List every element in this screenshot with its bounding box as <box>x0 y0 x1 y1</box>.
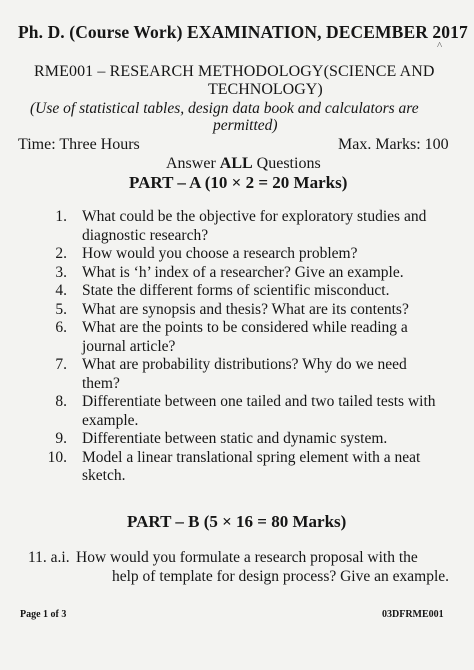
question-text-line-2: journal article? <box>82 337 176 355</box>
instruction-line-1: (Use of statistical tables, design data book and calculators are <box>30 100 419 117</box>
question-text-line-2: diagnostic research? <box>82 226 209 244</box>
question-number: 5. <box>55 300 67 318</box>
instruction-line-2: permitted) <box>213 117 278 134</box>
question-number: 2. <box>55 245 67 262</box>
question-text-line-1: What is ‘h’ index of a researcher? Give an example. <box>82 263 404 281</box>
question-text <box>82 264 458 283</box>
question-number: 7. <box>55 356 67 373</box>
question-text-line-1: State the different forms of scientific misconduct. <box>82 282 390 299</box>
question-item <box>0 208 474 245</box>
question-text-line-1: What are synopsis and thesis? What are its contents? <box>82 300 409 318</box>
question-item <box>0 282 474 301</box>
handwritten-caret-mark: ^ <box>437 40 443 52</box>
question-number: 3. <box>55 263 67 281</box>
question-text-line-2: example. <box>82 411 139 429</box>
question-number: 6. <box>55 319 67 336</box>
answer-all-bold: ALL <box>219 155 253 172</box>
course-title-line-1: RME001 – RESEARCH METHODOLOGY(SCIENCE AND <box>34 63 435 80</box>
question-item <box>0 356 474 393</box>
question-number: 10. <box>47 448 67 466</box>
question-text <box>82 208 458 245</box>
question-text-line-2: sketch. <box>82 467 126 484</box>
page-number: Page 1 of 3 <box>20 609 67 620</box>
question-text-line-1: What are probability distributions? Why do we need <box>82 356 407 373</box>
part-a-question-list <box>0 208 474 486</box>
question-text-line-1: What are the points to be considered while reading a <box>82 319 408 336</box>
question-text-line-2: help of template for design process? Give an example. <box>112 568 450 585</box>
question-item <box>0 449 474 486</box>
question-item <box>0 393 474 430</box>
question-number: 1. <box>55 208 67 225</box>
max-marks: Max. Marks: 100 <box>338 136 449 153</box>
question-text <box>82 301 458 320</box>
question-item <box>0 319 474 356</box>
question-text-line-1: Differentiate between static and dynamic system. <box>82 430 388 447</box>
exam-title: Ph. D. (Course Work) EXAMINATION, DECEMBER 2017 <box>18 22 468 42</box>
question-text-line-2: them? <box>82 374 120 392</box>
answer-suffix: Questions <box>252 155 321 172</box>
question-text-line-1: Differentiate between one tailed and two tailed tests with <box>82 393 436 410</box>
question-number: 4. <box>55 282 67 299</box>
question-number: 9. <box>55 430 67 447</box>
question-text-line-1: Model a linear translational spring element with a neat <box>82 448 421 466</box>
part-b-heading: PART – B (5 × 16 = 80 Marks) <box>127 512 347 531</box>
part-a-heading: PART – A (10 × 2 = 20 Marks) <box>129 173 348 192</box>
question-text <box>82 356 458 393</box>
question-number: 8. <box>55 393 67 410</box>
question-text <box>82 393 458 430</box>
question-number: 11. a.i. <box>28 549 70 566</box>
question-text-line-1: How would you formulate a research proposal with the <box>76 549 418 566</box>
question-text <box>82 430 458 449</box>
question-text <box>82 245 458 264</box>
question-item <box>0 301 474 320</box>
course-title-line-2: TECHNOLOGY) <box>208 81 323 98</box>
paper-code: 03DFRME001 <box>382 609 444 620</box>
answer-all-instruction <box>166 155 321 173</box>
question-text-line-1: How would you choose a research problem? <box>82 245 358 262</box>
exam-duration: Time: Three Hours <box>18 136 140 153</box>
question-text-line-1: What could be the objective for exploratory studies and <box>82 208 427 225</box>
question-item <box>0 264 474 283</box>
question-text <box>82 282 458 301</box>
answer-prefix: Answer <box>166 155 220 172</box>
question-item <box>0 245 474 264</box>
question-text <box>82 449 458 486</box>
question-text <box>82 319 458 356</box>
question-item <box>0 430 474 449</box>
